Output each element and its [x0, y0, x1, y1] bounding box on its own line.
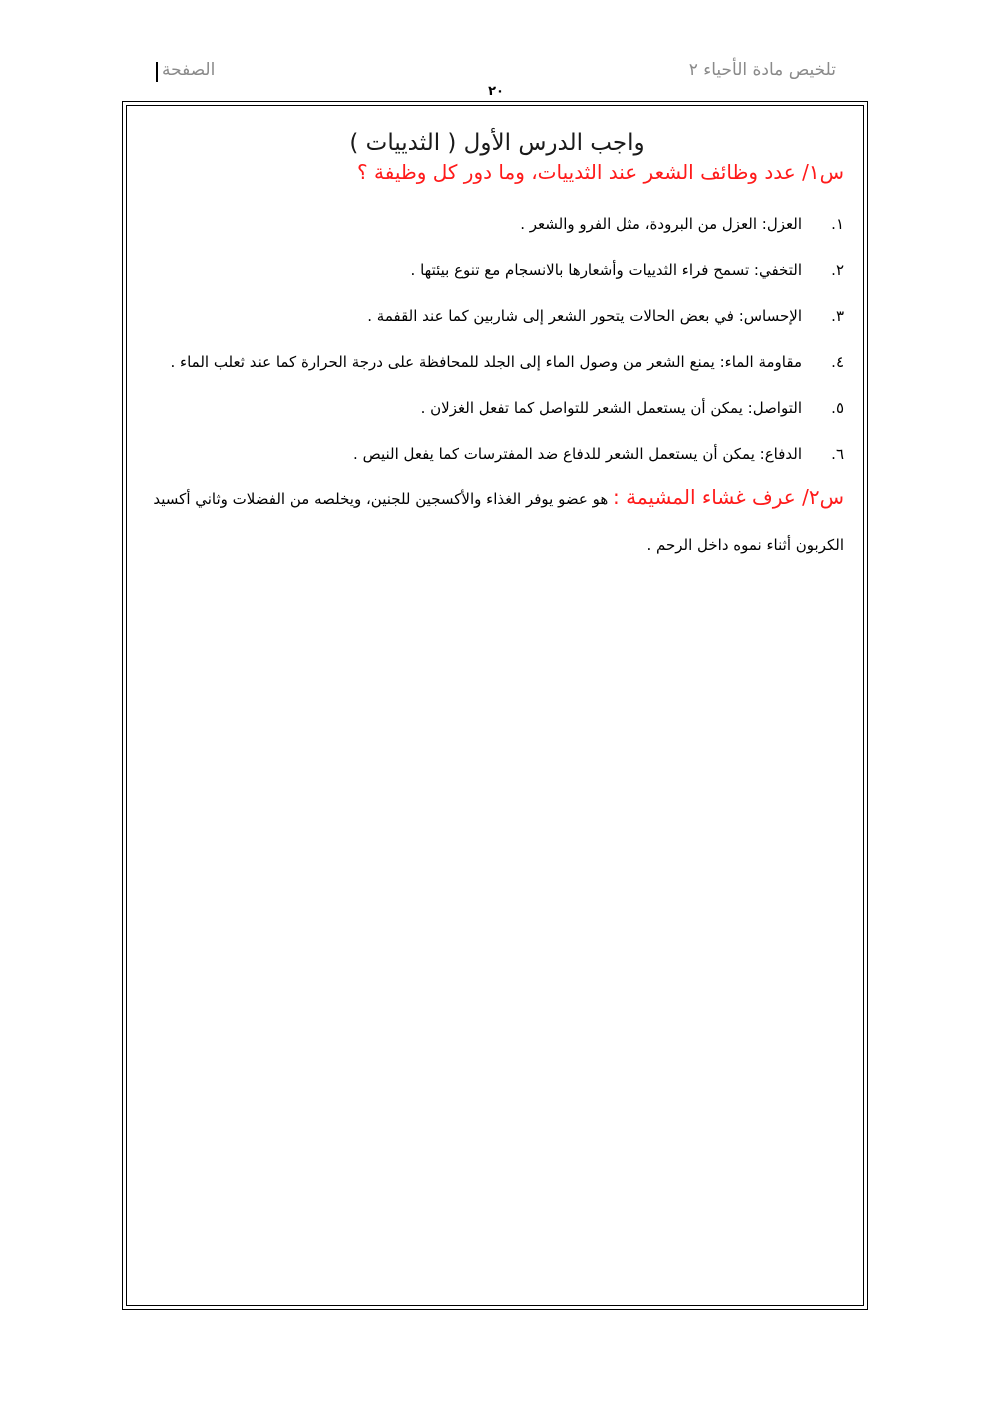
list-item-text: مقاومة الماء: يمنع الشعر من وصول الماء إلى الجلد للمحافظة على درجة الحرارة كما عند ثعلب الماء . [170, 353, 802, 371]
list-item-text: الإحساس: في بعض الحالات يتحور الشعر إلى شاربين كما عند القفمة . [367, 307, 802, 325]
list-item [150, 298, 844, 334]
question-2 [150, 474, 844, 568]
page-header [122, 56, 848, 86]
answer-list [150, 206, 844, 472]
list-item-number: ٣. [831, 307, 844, 325]
header-page-label: الصفحة [162, 60, 216, 80]
list-item [150, 206, 844, 242]
document-title: واجب الدرس الأول ( الثدييات ) [349, 130, 645, 156]
question-1: س١/ عدد وظائف الشعر عند الثدييات، وما دور كل وظيفة ؟ [357, 160, 844, 184]
list-item-text: التخفي: تسمح فراء الثدييات وأشعارها بالانسجام مع تنوع بيئتها . [410, 261, 802, 279]
list-item-number: ٥. [831, 399, 844, 417]
list-item-text: العزل: العزل من البرودة، مثل الفرو والشعر . [520, 215, 802, 233]
list-item [150, 436, 844, 472]
list-item-number: ٦. [831, 445, 844, 463]
header-divider [156, 62, 158, 82]
list-item-number: ١. [831, 215, 844, 233]
list-item [150, 252, 844, 288]
list-item [150, 390, 844, 426]
document-body [150, 130, 844, 568]
page-number: ٢٠ [488, 84, 504, 99]
question-2-answer: هو عضو يوفر الغذاء والأكسجين للجنين، ويخلصه من الفضلات وثاني أكسيد الكربون أثناء نموه داخل الرحم . [153, 490, 844, 554]
list-item-number: ٤. [831, 353, 844, 371]
header-title: تلخيص مادة الأحياء ٢ [688, 60, 836, 80]
list-item-number: ٢. [831, 261, 844, 279]
list-item [150, 344, 844, 380]
list-item-text: الدفاع: يمكن أن يستعمل الشعر للدفاع ضد المفترسات كما يفعل النيص . [353, 445, 802, 463]
question-2-label: س٢/ عرف غشاء المشيمة : [613, 485, 844, 509]
list-item-text: التواصل: يمكن أن يستعمل الشعر للتواصل كما تفعل الغزلان . [420, 399, 802, 417]
